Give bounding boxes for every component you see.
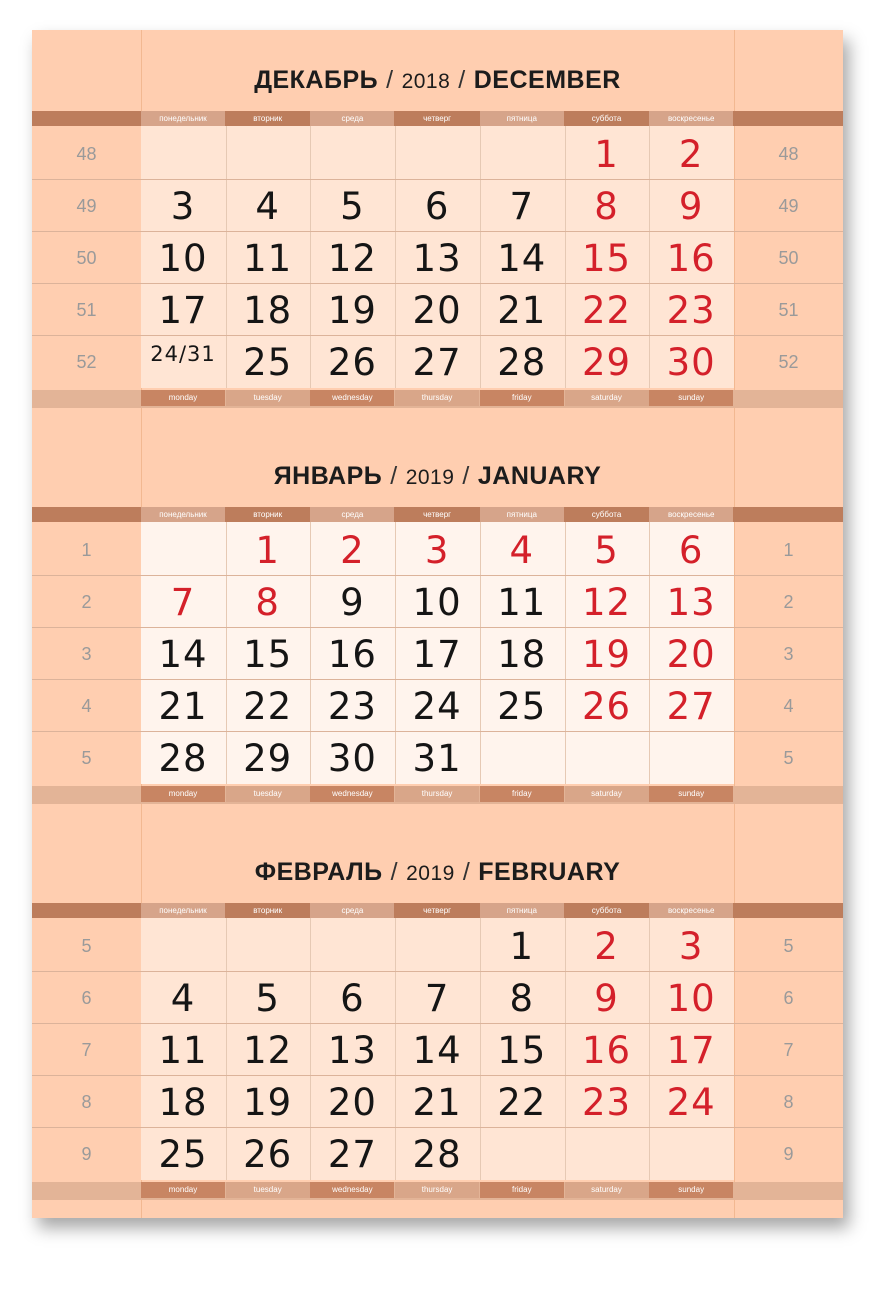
day-cell: 28 bbox=[158, 737, 208, 780]
day-cell: 5 bbox=[255, 977, 280, 1020]
weekday-label-en: friday bbox=[480, 786, 564, 802]
week-number-right: 2 bbox=[783, 592, 794, 612]
week-number-right: 48 bbox=[778, 144, 799, 164]
day-cell: 12 bbox=[581, 581, 632, 624]
week-number-right: 49 bbox=[778, 196, 799, 216]
month-title bbox=[141, 822, 734, 892]
row-divider bbox=[32, 679, 843, 680]
day-cell: 24/31 bbox=[150, 342, 216, 366]
week-number-left: 50 bbox=[76, 248, 97, 268]
weekday-label-en: wednesday bbox=[310, 786, 394, 802]
weekday-label-en: monday bbox=[141, 786, 225, 802]
weekday-label-en: sunday bbox=[649, 390, 733, 406]
weekday-label-en: saturday bbox=[565, 786, 649, 802]
weekday-label-en: sunday bbox=[649, 1182, 733, 1198]
day-cell: 1 bbox=[509, 925, 535, 968]
week-row bbox=[32, 180, 843, 232]
week-row bbox=[32, 336, 843, 388]
weekday-label-en: friday bbox=[480, 1182, 564, 1198]
day-cell: 16 bbox=[666, 237, 716, 280]
day-cell bbox=[226, 128, 310, 180]
row-divider bbox=[32, 179, 843, 180]
day-cell: 21 bbox=[497, 289, 547, 332]
day-cell: 28 bbox=[412, 1133, 462, 1176]
day-cell: 20 bbox=[412, 289, 462, 332]
weekday-label-en: thursday bbox=[395, 1182, 479, 1198]
day-cell: 23 bbox=[581, 1081, 632, 1124]
day-cell: 27 bbox=[327, 1133, 377, 1176]
month-name-en: JANUARY bbox=[477, 462, 602, 490]
day-cell: 10 bbox=[666, 977, 716, 1020]
month-name-ru: ДЕКАБРЬ bbox=[254, 66, 379, 94]
day-cell: 22 bbox=[497, 1081, 547, 1124]
weekday-label-ru: вторник bbox=[253, 510, 283, 519]
weekday-header-ru bbox=[32, 111, 843, 126]
weekday-label-ru: среда bbox=[310, 111, 394, 126]
week-row bbox=[32, 680, 843, 732]
weekday-label-ru: суббота bbox=[591, 114, 622, 123]
day-cell: 10 bbox=[158, 237, 208, 280]
day-cell bbox=[141, 920, 225, 972]
day-cell bbox=[226, 920, 310, 972]
day-cell bbox=[649, 732, 733, 784]
day-cell: 8 bbox=[255, 581, 280, 624]
weekday-label-ru: вторник bbox=[253, 906, 283, 915]
row-divider bbox=[32, 1023, 843, 1024]
day-cell: 10 bbox=[412, 581, 462, 624]
week-number-left: 49 bbox=[76, 196, 97, 216]
day-cell: 26 bbox=[243, 1133, 293, 1176]
day-cell bbox=[395, 128, 479, 180]
day-cell: 15 bbox=[243, 633, 293, 676]
month-year: 2018 bbox=[401, 70, 451, 93]
day-cell: 22 bbox=[243, 685, 293, 728]
week-number-left: 1 bbox=[81, 540, 92, 560]
day-cell: 15 bbox=[581, 237, 632, 280]
day-cell: 27 bbox=[412, 341, 462, 384]
day-cell: 20 bbox=[666, 633, 716, 676]
weekday-label-ru: понедельник bbox=[141, 111, 225, 126]
week-number-right: 5 bbox=[783, 936, 794, 956]
weekday-footer-en bbox=[32, 1182, 843, 1200]
week-number-left: 6 bbox=[81, 988, 92, 1008]
day-cell: 6 bbox=[678, 529, 704, 572]
month-block-december bbox=[32, 30, 843, 426]
day-cell: 25 bbox=[243, 341, 293, 384]
day-cell: 1 bbox=[594, 133, 619, 176]
weekday-label-en: thursday bbox=[395, 390, 479, 406]
weekday-label-en: friday bbox=[480, 390, 564, 406]
week-number-right: 5 bbox=[783, 748, 794, 768]
day-cell bbox=[565, 1128, 649, 1180]
weekday-label-en: saturday bbox=[565, 1182, 649, 1198]
month-block-january bbox=[32, 426, 843, 822]
weekday-label-en: tuesday bbox=[226, 1182, 310, 1198]
title-separator: / bbox=[390, 462, 398, 490]
day-cell: 7 bbox=[170, 581, 196, 624]
day-cell: 19 bbox=[243, 1081, 293, 1124]
day-cell: 25 bbox=[158, 1133, 208, 1176]
day-cell: 8 bbox=[594, 185, 619, 228]
day-cell: 17 bbox=[158, 289, 208, 332]
month-year: 2019 bbox=[405, 466, 455, 489]
week-number-left: 5 bbox=[81, 936, 92, 956]
day-cell: 3 bbox=[424, 529, 450, 572]
row-divider bbox=[32, 971, 843, 972]
day-cell: 6 bbox=[424, 185, 450, 228]
day-cell: 19 bbox=[327, 289, 377, 332]
week-number-left: 2 bbox=[81, 592, 92, 612]
weekday-label-ru: суббота bbox=[591, 510, 622, 519]
day-cell: 23 bbox=[327, 685, 377, 728]
row-divider bbox=[32, 731, 843, 732]
weekday-label-ru: воскресенье bbox=[649, 507, 733, 522]
day-cell: 31 bbox=[412, 737, 462, 780]
day-cell: 20 bbox=[327, 1081, 377, 1124]
day-cell: 11 bbox=[497, 581, 547, 624]
row-divider bbox=[32, 335, 843, 336]
week-number-left: 51 bbox=[76, 300, 97, 320]
week-number-right: 7 bbox=[783, 1040, 794, 1060]
day-cell: 9 bbox=[340, 581, 365, 624]
week-number-right: 9 bbox=[783, 1144, 794, 1164]
weekday-label-en: monday bbox=[141, 390, 225, 406]
weekday-label-ru: вторник bbox=[253, 114, 283, 123]
weekday-label-ru: четверг bbox=[423, 510, 452, 519]
week-number-right: 6 bbox=[783, 988, 794, 1008]
day-cell: 19 bbox=[581, 633, 632, 676]
week-number-left: 8 bbox=[81, 1092, 92, 1112]
week-row bbox=[32, 128, 843, 180]
day-cell: 1 bbox=[255, 529, 280, 572]
title-separator: / bbox=[462, 858, 471, 886]
day-cell bbox=[141, 128, 225, 180]
weekday-label-ru: понедельник bbox=[141, 903, 225, 918]
day-cell: 6 bbox=[340, 977, 365, 1020]
week-row bbox=[32, 524, 843, 576]
week-row bbox=[32, 284, 843, 336]
day-cell: 15 bbox=[497, 1029, 547, 1072]
weekday-label-ru: воскресенье bbox=[649, 111, 733, 126]
weekday-header-ru bbox=[32, 507, 843, 522]
day-cell: 24 bbox=[412, 685, 462, 728]
day-cell: 13 bbox=[327, 1029, 377, 1072]
calendar-sheet bbox=[32, 30, 843, 1218]
day-cell: 18 bbox=[243, 289, 293, 332]
day-cell: 28 bbox=[497, 341, 547, 384]
day-cell: 27 bbox=[666, 685, 716, 728]
day-cell: 14 bbox=[158, 633, 208, 676]
day-cell: 2 bbox=[594, 925, 619, 968]
week-row bbox=[32, 232, 843, 284]
day-cell: 29 bbox=[581, 341, 632, 384]
week-number-left: 48 bbox=[76, 144, 97, 164]
week-number-right: 51 bbox=[778, 300, 799, 320]
weekday-label-en: sunday bbox=[649, 786, 733, 802]
weekday-label-ru: четверг bbox=[423, 906, 452, 915]
day-cell: 17 bbox=[666, 1029, 716, 1072]
day-cell: 5 bbox=[340, 185, 365, 228]
day-cell: 21 bbox=[412, 1081, 462, 1124]
day-cell: 12 bbox=[243, 1029, 293, 1072]
day-cell bbox=[480, 1128, 564, 1180]
title-separator: / bbox=[390, 858, 399, 886]
month-name-ru: ЯНВАРЬ bbox=[273, 462, 383, 490]
day-cell: 29 bbox=[243, 737, 293, 780]
day-cell: 26 bbox=[581, 685, 632, 728]
row-divider bbox=[32, 575, 843, 576]
day-cell: 11 bbox=[243, 237, 293, 280]
weekday-label-en: wednesday bbox=[310, 390, 394, 406]
day-cell: 13 bbox=[666, 581, 716, 624]
weekday-header-ru bbox=[32, 903, 843, 918]
month-year: 2019 bbox=[406, 862, 455, 885]
day-cell bbox=[480, 128, 564, 180]
title-separator: / bbox=[386, 66, 394, 94]
day-cell bbox=[395, 920, 479, 972]
week-number-right: 52 bbox=[778, 352, 799, 372]
title-separator: / bbox=[462, 462, 470, 490]
weekday-label-en: thursday bbox=[395, 786, 479, 802]
week-number-left: 52 bbox=[76, 352, 97, 372]
weekday-label-ru: пятница bbox=[480, 111, 564, 126]
day-cell: 25 bbox=[497, 685, 547, 728]
weekday-label-ru: понедельник bbox=[141, 507, 225, 522]
day-cell: 12 bbox=[327, 237, 377, 280]
weekday-label-ru: суббота bbox=[591, 906, 622, 915]
weekday-label-ru: воскресенье bbox=[649, 903, 733, 918]
day-cell: 18 bbox=[158, 1081, 208, 1124]
weekday-label-en: tuesday bbox=[226, 390, 310, 406]
weekday-label-ru: среда bbox=[310, 507, 394, 522]
week-number-left: 5 bbox=[81, 748, 92, 768]
day-cell bbox=[141, 524, 225, 576]
week-row bbox=[32, 920, 843, 972]
week-row bbox=[32, 972, 843, 1024]
row-divider bbox=[32, 231, 843, 232]
day-cell: 8 bbox=[509, 977, 535, 1020]
day-cell bbox=[565, 732, 649, 784]
day-cell: 30 bbox=[666, 341, 716, 384]
day-cell: 7 bbox=[509, 185, 535, 228]
weekday-footer-en bbox=[32, 786, 843, 804]
weekday-label-ru: четверг bbox=[423, 114, 452, 123]
weekday-label-ru: пятница bbox=[480, 507, 564, 522]
day-cell: 9 bbox=[594, 977, 619, 1020]
week-number-right: 8 bbox=[783, 1092, 794, 1112]
day-cell bbox=[649, 1128, 733, 1180]
day-cell bbox=[310, 920, 394, 972]
row-divider bbox=[32, 1127, 843, 1128]
weekday-label-ru: пятница bbox=[480, 903, 564, 918]
row-divider bbox=[32, 627, 843, 628]
title-separator: / bbox=[458, 66, 466, 94]
month-name-en: FEBRUARY bbox=[478, 858, 621, 886]
month-block-february bbox=[32, 822, 843, 1218]
day-cell: 14 bbox=[497, 237, 547, 280]
day-cell: 3 bbox=[170, 185, 196, 228]
day-cell: 2 bbox=[678, 133, 704, 176]
week-number-left: 7 bbox=[81, 1040, 92, 1060]
day-cell: 4 bbox=[509, 529, 535, 572]
week-number-left: 4 bbox=[81, 696, 92, 716]
week-row bbox=[32, 1076, 843, 1128]
month-title bbox=[141, 30, 734, 100]
day-cell: 3 bbox=[678, 925, 704, 968]
day-cell: 14 bbox=[412, 1029, 462, 1072]
month-name-en: DECEMBER bbox=[473, 66, 621, 94]
week-row bbox=[32, 576, 843, 628]
day-cell: 24 bbox=[666, 1081, 716, 1124]
day-cell: 23 bbox=[666, 289, 716, 332]
week-row bbox=[32, 732, 843, 784]
weekday-label-en: wednesday bbox=[310, 1182, 394, 1198]
week-number-left: 3 bbox=[81, 644, 92, 664]
month-name-ru: ФЕВРАЛЬ bbox=[254, 858, 383, 886]
weekday-label-en: saturday bbox=[565, 390, 649, 406]
day-cell bbox=[310, 128, 394, 180]
week-number-left: 9 bbox=[81, 1144, 92, 1164]
day-cell: 5 bbox=[594, 529, 619, 572]
week-row bbox=[32, 1128, 843, 1180]
weekday-footer-en bbox=[32, 390, 843, 408]
week-number-right: 4 bbox=[783, 696, 794, 716]
day-cell: 16 bbox=[581, 1029, 632, 1072]
weekday-label-en: tuesday bbox=[226, 786, 310, 802]
row-divider bbox=[32, 283, 843, 284]
day-cell: 30 bbox=[327, 737, 377, 780]
day-cell: 26 bbox=[327, 341, 377, 384]
day-cell: 13 bbox=[412, 237, 462, 280]
weekday-label-ru: среда bbox=[310, 903, 394, 918]
day-cell: 22 bbox=[581, 289, 632, 332]
week-row bbox=[32, 628, 843, 680]
day-cell: 9 bbox=[678, 185, 704, 228]
week-number-right: 3 bbox=[783, 644, 794, 664]
day-cell: 7 bbox=[424, 977, 450, 1020]
day-cell: 17 bbox=[412, 633, 462, 676]
month-title bbox=[141, 426, 734, 496]
day-cell: 16 bbox=[327, 633, 377, 676]
week-number-right: 1 bbox=[783, 540, 794, 560]
day-cell bbox=[480, 732, 564, 784]
day-cell: 21 bbox=[158, 685, 208, 728]
week-number-right: 50 bbox=[778, 248, 799, 268]
day-cell: 4 bbox=[170, 977, 196, 1020]
day-cell: 2 bbox=[340, 529, 365, 572]
weekday-label-en: monday bbox=[141, 1182, 225, 1198]
day-cell: 4 bbox=[255, 185, 280, 228]
day-cell: 18 bbox=[497, 633, 547, 676]
row-divider bbox=[32, 1075, 843, 1076]
day-cell: 11 bbox=[158, 1029, 208, 1072]
week-row bbox=[32, 1024, 843, 1076]
